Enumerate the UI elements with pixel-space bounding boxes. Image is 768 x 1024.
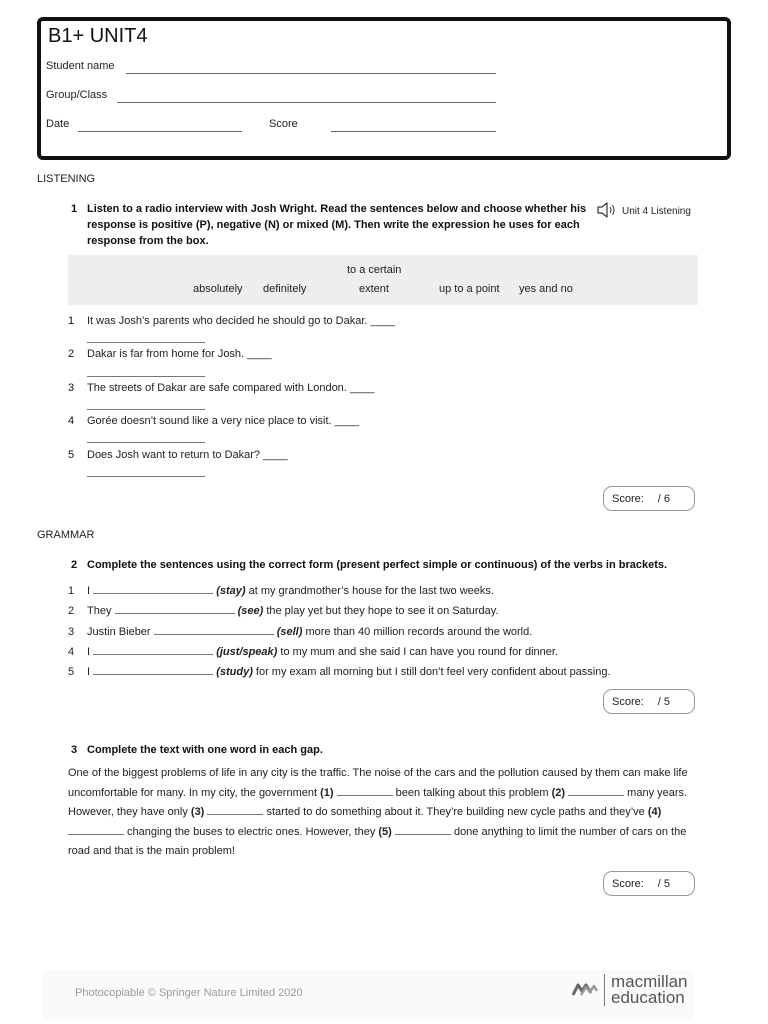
listening-item: The streets of Dakar are safe compared with London. ____ [87, 382, 375, 394]
logo-text [611, 974, 688, 1006]
word-option: absolutely [193, 283, 243, 295]
gap-number: (1) [320, 786, 334, 799]
grammar-item [68, 644, 558, 658]
text-segment: One of the biggest problems of life in any city is the traffic. The noise of the cars and the pollution caused by them can make life uncomfortable for many. In my city, the government [68, 767, 688, 799]
answer-line[interactable] [87, 376, 205, 377]
listening-item: It was Josh’s parents who decided he should go to Dakar. ____ [87, 315, 395, 327]
gap-blank[interactable] [68, 824, 124, 835]
gap-blank[interactable] [568, 785, 624, 796]
listening-section-title: LISTENING [37, 173, 96, 185]
date-field[interactable] [78, 131, 242, 132]
item-number: 3 [68, 382, 75, 394]
grammar-item [68, 603, 499, 617]
score-label: Score: [612, 695, 644, 708]
listening-score-box [603, 486, 695, 511]
item-rest: more than 40 million records around the world. [302, 626, 533, 638]
gap-number: (3) [190, 806, 205, 818]
item-number: 4 [68, 646, 75, 658]
word-box [68, 255, 698, 305]
listening-instructions [87, 201, 592, 249]
word-option: definitely [263, 283, 307, 295]
answer-blank[interactable] [93, 664, 213, 675]
gap-blank[interactable] [337, 785, 393, 796]
answer-line[interactable] [87, 442, 205, 443]
copyright-notice: Photocopiable © Springer Nature Limited 2020 [75, 987, 303, 999]
item-rest: for my exam all morning but I still don’t feel very confident about passing. [252, 666, 611, 678]
student-info-box [37, 17, 731, 160]
macmillan-logo-icon [572, 980, 598, 1001]
logo-divider [604, 974, 605, 1006]
verb-hint: (just/speak) [216, 646, 278, 658]
question-number: 1 [71, 203, 78, 215]
answer-blank[interactable] [93, 644, 213, 655]
grammar-q3-score-box [603, 871, 695, 896]
answer-line[interactable] [87, 342, 205, 343]
gap-blank[interactable] [207, 804, 263, 815]
audio-link[interactable] [596, 201, 691, 222]
score-total: / 5 [657, 877, 671, 890]
item-number: 1 [68, 315, 75, 327]
text-segment: changing the buses to electric ones. However, they [124, 825, 379, 838]
text-segment: many years. However, they have only [68, 786, 688, 818]
verb-hint: (study) [216, 666, 253, 678]
answer-line[interactable] [87, 476, 205, 477]
instructions-line: response is positive (P), negative (N) or mixed (M). Then write the expression he uses for each [87, 219, 580, 231]
score-label: Score: [612, 492, 644, 505]
grammar-item [68, 664, 611, 678]
item-number: 5 [68, 449, 75, 461]
student-name-label: Student name [46, 60, 115, 72]
grammar-q3-instructions: Complete the text with one word in each gap. [87, 744, 323, 756]
item-number: 2 [68, 605, 75, 617]
word-option: up to a point [439, 283, 500, 295]
instructions-line: response from the box. [87, 235, 209, 247]
item-subject: Justin Bieber [87, 626, 151, 638]
listening-item: Gorée doesn’t sound like a very nice place to visit. ____ [87, 415, 360, 427]
date-label: Date [46, 118, 70, 130]
item-number: 3 [68, 626, 75, 638]
logo-line: macmillan [611, 972, 688, 991]
gap-number: (4) [647, 806, 662, 818]
listening-item: Dakar is far from home for Josh. ____ [87, 348, 272, 360]
grammar-item [68, 624, 532, 638]
word-option: to a certain [347, 264, 402, 276]
item-subject: I [87, 646, 91, 658]
item-number: 4 [68, 415, 75, 427]
answer-blank[interactable] [154, 624, 274, 635]
verb-hint: (stay) [216, 585, 246, 597]
verb-hint: (sell) [276, 626, 303, 638]
text-segment: done anything to limit the number of cars on the road and that is the main problem! [68, 825, 687, 857]
item-number: 2 [68, 348, 75, 360]
score-label: Score [269, 118, 298, 130]
answer-blank[interactable] [93, 583, 213, 594]
logo-line: education [611, 988, 685, 1007]
word-option: yes and no [519, 283, 573, 295]
item-subject: They [87, 605, 112, 617]
macmillan-logo [572, 974, 688, 1006]
audio-label: Unit 4 Listening [622, 206, 691, 217]
word-option: extent [359, 283, 389, 295]
answer-blank[interactable] [115, 603, 235, 614]
gap-number: (2) [551, 786, 566, 799]
score-field[interactable] [331, 131, 496, 132]
item-subject: I [87, 585, 91, 597]
gap-fill-text [68, 764, 700, 862]
gap-blank[interactable] [395, 824, 451, 835]
group-class-field[interactable] [117, 102, 496, 103]
instructions-line: Listen to a radio interview with Josh Wright. Read the sentences below and choose whether his [87, 203, 587, 215]
score-total: / 5 [657, 695, 671, 708]
question-number: 3 [71, 744, 78, 756]
item-subject: I [87, 666, 91, 678]
score-label: Score: [612, 877, 644, 890]
gap-number: (5) [378, 825, 392, 838]
item-rest: at my grandmother’s house for the last two weeks. [245, 585, 494, 597]
group-class-label: Group/Class [46, 89, 108, 101]
student-name-field[interactable] [126, 73, 496, 74]
verb-hint: (see) [237, 605, 264, 617]
item-rest: the play yet but they hope to see it on Saturday. [263, 605, 499, 617]
item-rest: to my mum and she said I can have you round for dinner. [277, 646, 558, 658]
question-number: 2 [71, 559, 78, 571]
grammar-q2-instructions: Complete the sentences using the correct form (present perfect simple or continuous) of the verbs in brackets. [87, 559, 668, 571]
answer-line[interactable] [87, 409, 205, 410]
speaker-icon [596, 201, 618, 222]
text-segment: been talking about this problem [392, 786, 552, 799]
item-number: 5 [68, 666, 75, 678]
grammar-q2-score-box [603, 689, 695, 714]
item-number: 1 [68, 585, 75, 597]
listening-item: Does Josh want to return to Dakar? ____ [87, 449, 288, 461]
grammar-item [68, 583, 494, 597]
page-title: B1+ UNIT4 [48, 25, 148, 47]
grammar-section-title: GRAMMAR [37, 529, 95, 541]
score-total: / 6 [657, 492, 671, 505]
text-segment: started to do something about it. They’re building new cycle paths and they’ve [263, 806, 648, 818]
